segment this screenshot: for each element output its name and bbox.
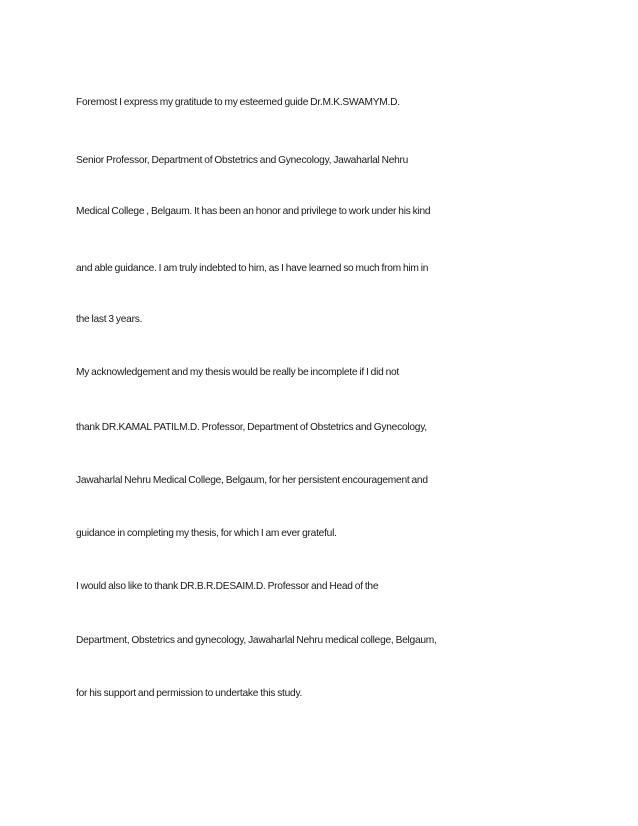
text-line-10: I would also like to thank DR.B.R.DESAIM.D. Professor and Head of the: [76, 581, 379, 592]
text-line-1: Foremost I express my gratitude to my esteemed guide Dr.M.K.SWAMYM.D.: [76, 97, 400, 108]
text-line-2: Senior Professor, Department of Obstetrics and Gynecology, Jawaharlal Nehru: [76, 155, 409, 166]
text-line-6: My acknowledgement and my thesis would be really be incomplete if I did not: [76, 367, 400, 378]
text-line-12: for his support and permission to undertake this study.: [76, 688, 303, 699]
text-line-5: the last 3 years.: [76, 314, 143, 325]
text-line-4: and able guidance. I am truly indebted to him, as I have learned so much from him in: [76, 263, 429, 274]
text-line-3: Medical College , Belgaum. It has been an honor and privilege to work under his kind: [76, 206, 431, 217]
text-line-7: thank DR.KAMAL PATILM.D. Professor, Department of Obstetrics and Gynecology,: [76, 422, 427, 433]
text-line-11: Department, Obstetrics and gynecology, Jawaharlal Nehru medical college, Belgaum,: [76, 635, 437, 646]
text-line-8: Jawaharlal Nehru Medical College, Belgaum, for her persistent encouragement and: [76, 475, 428, 486]
text-line-9: guidance in completing my thesis, for which I am ever grateful.: [76, 528, 337, 539]
